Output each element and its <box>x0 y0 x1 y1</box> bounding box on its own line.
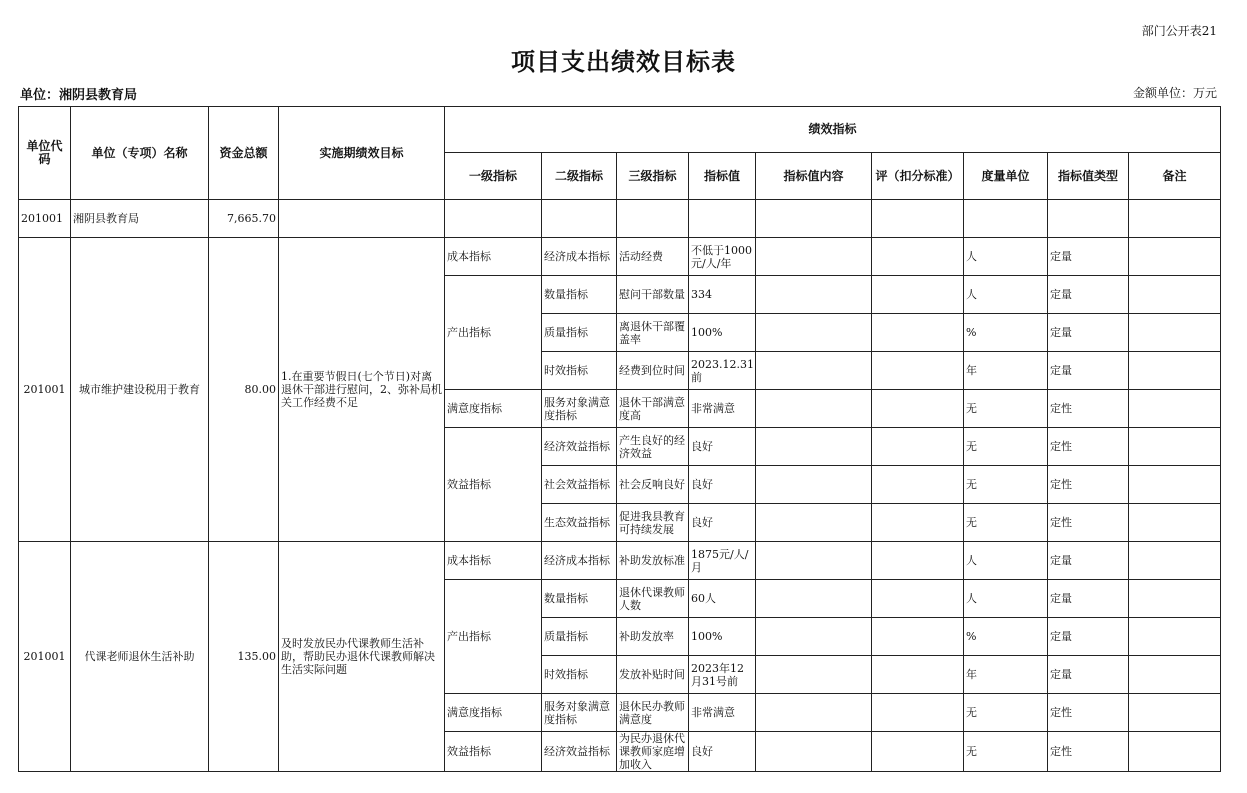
indicator-note <box>1129 732 1221 772</box>
col-l3-header: 三级指标 <box>617 153 689 200</box>
table-row <box>19 542 1221 580</box>
indicator-measure: 人 <box>964 542 1048 580</box>
indicator-level2: 社会效益指标 <box>542 466 617 504</box>
indicator-level3: 退休干部满意度高 <box>617 390 689 428</box>
table-header <box>19 107 1221 200</box>
indicator-content <box>756 390 872 428</box>
indicator-content <box>756 466 872 504</box>
performance-table <box>18 106 1221 772</box>
col-l2-header: 二级指标 <box>542 153 617 200</box>
col-name-header: 单位（专项）名称 <box>71 107 209 200</box>
indicator-level2: 质量指标 <box>542 314 617 352</box>
indicator-note <box>1129 390 1221 428</box>
page-title: 项目支出绩效目标表 <box>511 47 736 76</box>
indicator-level2: 数量指标 <box>542 580 617 618</box>
indicator-content <box>756 618 872 656</box>
indicator-value-type: 定量 <box>1048 618 1129 656</box>
indicator-value-type: 定量 <box>1048 276 1129 314</box>
indicator-level2: 经济效益指标 <box>542 732 617 772</box>
indicator-value: 非常满意 <box>689 390 756 428</box>
indicator-level1: 效益指标 <box>445 732 542 772</box>
indicator-measure: 无 <box>964 694 1048 732</box>
indicator-value-type: 定性 <box>1048 390 1129 428</box>
indicator-content <box>756 276 872 314</box>
indicator-score <box>872 580 964 618</box>
indicator-score <box>872 466 964 504</box>
indicator-level1: 满意度指标 <box>445 694 542 732</box>
indicator-content <box>756 694 872 732</box>
col-measure-header: 度量单位 <box>964 153 1048 200</box>
indicator-content <box>756 504 872 542</box>
indicator-note <box>1129 314 1221 352</box>
indicator-note <box>1129 656 1221 694</box>
indicator-level3: 促进我县教育可持续发展 <box>617 504 689 542</box>
summary-total: 7,665.70 <box>209 200 279 238</box>
indicator-score <box>872 390 964 428</box>
indicator-measure: 年 <box>964 656 1048 694</box>
indicator-measure: % <box>964 314 1048 352</box>
indicator-value: 非常满意 <box>689 694 756 732</box>
col-code-header: 单位代码 <box>19 107 71 200</box>
indicator-content <box>756 238 872 276</box>
indicator-value-type: 定性 <box>1048 466 1129 504</box>
col-total-header: 资金总额 <box>209 107 279 200</box>
indicator-level3: 退休民办教师满意度 <box>617 694 689 732</box>
indicator-note <box>1129 428 1221 466</box>
indicator-value: 100% <box>689 618 756 656</box>
indicator-content <box>756 352 872 390</box>
indicator-value-type: 定量 <box>1048 314 1129 352</box>
indicator-note <box>1129 276 1221 314</box>
indicator-level2: 经济成本指标 <box>542 542 617 580</box>
col-goal-header: 实施期绩效目标 <box>279 107 445 200</box>
indicator-level3: 慰问干部数量 <box>617 276 689 314</box>
indicator-measure: 无 <box>964 504 1048 542</box>
indicator-value-type: 定性 <box>1048 732 1129 772</box>
indicator-value: 2023.12.31前 <box>689 352 756 390</box>
indicator-value: 100% <box>689 314 756 352</box>
summary-code: 201001 <box>19 200 71 238</box>
indicator-measure: 无 <box>964 466 1048 504</box>
indicator-content <box>756 314 872 352</box>
col-perf-header: 绩效指标 <box>445 107 1221 153</box>
project-code: 201001 <box>19 238 71 542</box>
indicator-level2: 时效指标 <box>542 352 617 390</box>
indicator-level3: 退休代课教师人数 <box>617 580 689 618</box>
col-l1-header: 一级指标 <box>445 153 542 200</box>
unit-label: 单位：湘阴县教育局 <box>20 88 138 103</box>
indicator-note <box>1129 238 1221 276</box>
indicator-value: 良好 <box>689 428 756 466</box>
summary-row <box>19 200 1221 238</box>
indicator-value: 不低于1000元/人/年 <box>689 238 756 276</box>
project-total: 135.00 <box>209 542 279 772</box>
form-number: 部门公开表21 <box>1141 24 1217 38</box>
amount-unit-label: 金额单位：万元 <box>1132 86 1217 100</box>
indicator-level1: 产出指标 <box>445 276 542 390</box>
indicator-value-type: 定量 <box>1048 352 1129 390</box>
indicator-level3: 社会反响良好 <box>617 466 689 504</box>
project-name: 代课老师退休生活补助 <box>71 542 209 772</box>
indicator-level3: 补助发放率 <box>617 618 689 656</box>
indicator-value-type: 定量 <box>1048 542 1129 580</box>
indicator-level3: 为民办退休代课教师家庭增加收入 <box>617 732 689 772</box>
indicator-value-type: 定量 <box>1048 656 1129 694</box>
indicator-level3: 活动经费 <box>617 238 689 276</box>
project-goal: 1.在重要节假日(七个节日)对离退休干部进行慰问，2、弥补局机关工作经费不足 <box>279 238 445 542</box>
indicator-value-type: 定量 <box>1048 580 1129 618</box>
indicator-note <box>1129 694 1221 732</box>
table-body <box>19 200 1221 772</box>
indicator-value-type: 定性 <box>1048 504 1129 542</box>
indicator-score <box>872 618 964 656</box>
indicator-note <box>1129 580 1221 618</box>
col-score-header: 评（扣分标准） <box>872 153 964 200</box>
indicator-content <box>756 542 872 580</box>
indicator-level2: 质量指标 <box>542 618 617 656</box>
indicator-note <box>1129 352 1221 390</box>
indicator-level1: 成本指标 <box>445 542 542 580</box>
indicator-measure: 人 <box>964 276 1048 314</box>
indicator-content <box>756 732 872 772</box>
indicator-measure: 年 <box>964 352 1048 390</box>
indicator-content <box>756 656 872 694</box>
indicator-measure: 人 <box>964 238 1048 276</box>
indicator-value: 良好 <box>689 732 756 772</box>
indicator-level3: 发放补贴时间 <box>617 656 689 694</box>
project-goal: 及时发放民办代课教师生活补助，帮助民办退休代课教师解决生活实际问题 <box>279 542 445 772</box>
indicator-score <box>872 314 964 352</box>
indicator-measure: 无 <box>964 428 1048 466</box>
indicator-level1: 效益指标 <box>445 428 542 542</box>
indicator-note <box>1129 542 1221 580</box>
col-content-header: 指标值内容 <box>756 153 872 200</box>
indicator-value: 良好 <box>689 504 756 542</box>
indicator-note <box>1129 466 1221 504</box>
indicator-score <box>872 238 964 276</box>
indicator-score <box>872 352 964 390</box>
indicator-value-type: 定性 <box>1048 694 1129 732</box>
indicator-value: 60人 <box>689 580 756 618</box>
indicator-content <box>756 580 872 618</box>
indicator-score <box>872 656 964 694</box>
indicator-level2: 生态效益指标 <box>542 504 617 542</box>
project-code: 201001 <box>19 542 71 772</box>
indicator-score <box>872 542 964 580</box>
indicator-score <box>872 732 964 772</box>
col-note-header: 备注 <box>1129 153 1221 200</box>
indicator-value: 1875元/人/月 <box>689 542 756 580</box>
indicator-value-type: 定量 <box>1048 238 1129 276</box>
indicator-level2: 经济效益指标 <box>542 428 617 466</box>
indicator-score <box>872 504 964 542</box>
indicator-level3: 补助发放标准 <box>617 542 689 580</box>
indicator-level3: 经费到位时间 <box>617 352 689 390</box>
table-row <box>19 238 1221 276</box>
indicator-level1: 满意度指标 <box>445 390 542 428</box>
indicator-note <box>1129 618 1221 656</box>
project-name: 城市维护建设税用于教育 <box>71 238 209 542</box>
indicator-level2: 时效指标 <box>542 656 617 694</box>
indicator-score <box>872 276 964 314</box>
indicator-level2: 服务对象满意度指标 <box>542 390 617 428</box>
indicator-level2: 服务对象满意度指标 <box>542 694 617 732</box>
indicator-measure: 无 <box>964 390 1048 428</box>
indicator-value: 良好 <box>689 466 756 504</box>
indicator-level1: 成本指标 <box>445 238 542 276</box>
indicator-value-type: 定性 <box>1048 428 1129 466</box>
project-total: 80.00 <box>209 238 279 542</box>
indicator-note <box>1129 504 1221 542</box>
indicator-score <box>872 428 964 466</box>
indicator-content <box>756 428 872 466</box>
indicator-measure: 人 <box>964 580 1048 618</box>
indicator-score <box>872 694 964 732</box>
summary-name: 湘阴县教育局 <box>71 200 209 238</box>
indicator-level2: 数量指标 <box>542 276 617 314</box>
indicator-measure: % <box>964 618 1048 656</box>
indicator-level3: 产生良好的经济效益 <box>617 428 689 466</box>
indicator-level1: 产出指标 <box>445 580 542 694</box>
indicator-measure: 无 <box>964 732 1048 772</box>
col-value-header: 指标值 <box>689 153 756 200</box>
indicator-level2: 经济成本指标 <box>542 238 617 276</box>
indicator-value: 2023年12月31号前 <box>689 656 756 694</box>
indicator-value: 334 <box>689 276 756 314</box>
col-vtype-header: 指标值类型 <box>1048 153 1129 200</box>
indicator-level3: 离退休干部覆盖率 <box>617 314 689 352</box>
